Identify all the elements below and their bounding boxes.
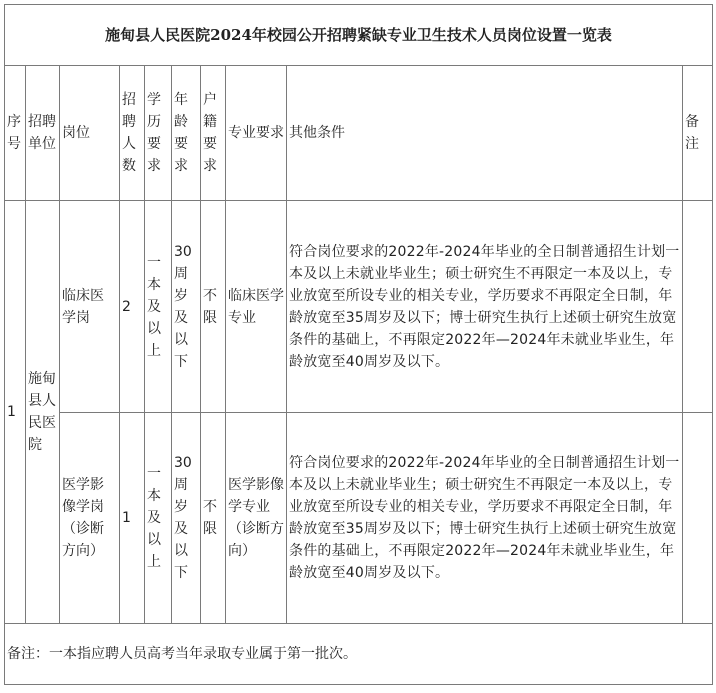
row-age: 30周岁及以下 <box>172 201 201 413</box>
header-seq: 序号 <box>5 66 26 201</box>
header-other: 其他条件 <box>287 66 683 201</box>
row-hukou: 不限 <box>201 201 226 413</box>
header-hukou: 户籍要求 <box>201 66 226 201</box>
row-major: 医学影像学专业（诊断方向） <box>226 413 287 624</box>
row-seq: 1 <box>5 201 26 624</box>
header-remark: 备注 <box>683 66 713 201</box>
header-position: 岗位 <box>60 66 120 201</box>
row-count: 2 <box>120 201 145 413</box>
row-other-conditions: 符合岗位要求的2022年-2024年毕业的全日制普通招生计划一本及以上未就业毕业生；硕士研究生不再限定一本及以上，专业放宽至所设专业的相关专业，学历要求不再限定全日制，年龄放宽至35周岁及以下；博士研究生执行上述硕士研究生放宽条件的基础上，不再限定2022年—2024年未就业毕业生，年龄放宽至40周岁及以下。 <box>287 413 683 624</box>
header-unit: 招聘单位 <box>26 66 60 201</box>
row-remark <box>683 413 713 624</box>
row-hukou: 不限 <box>201 413 226 624</box>
row-unit: 施甸县人民医院 <box>26 201 60 624</box>
header-major: 专业要求 <box>226 66 287 201</box>
row-remark <box>683 201 713 413</box>
table-title: 施甸县人民医院2024年校园公开招聘紧缺专业卫生技术人员岗位设置一览表 <box>5 5 713 66</box>
table-row <box>5 413 713 624</box>
row-position: 临床医学岗 <box>60 201 120 413</box>
row-other-conditions: 符合岗位要求的2022年-2024年毕业的全日制普通招生计划一本及以上未就业毕业生；硕士研究生不再限定一本及以上，专业放宽至所设专业的相关专业，学历要求不再限定全日制，年龄放宽至35周岁及以下；博士研究生执行上述硕士研究生放宽条件的基础上，不再限定2022年—2024年未就业毕业生，年龄放宽至40周岁及以下。 <box>287 201 683 413</box>
table-note: 备注：一本指应聘人员高考当年录取专业属于第一批次。 <box>5 624 713 685</box>
recruitment-table <box>4 4 713 685</box>
header-row <box>5 66 713 201</box>
row-major: 临床医学专业 <box>226 201 287 413</box>
row-education: 一本及以上 <box>145 413 172 624</box>
row-count: 1 <box>120 413 145 624</box>
header-age: 年龄要求 <box>172 66 201 201</box>
header-count: 招聘人数 <box>120 66 145 201</box>
row-age: 30周岁及以下 <box>172 413 201 624</box>
table-row <box>5 201 713 413</box>
header-education: 学历要求 <box>145 66 172 201</box>
row-education: 一本及以上 <box>145 201 172 413</box>
row-position: 医学影像学岗（诊断方向） <box>60 413 120 624</box>
